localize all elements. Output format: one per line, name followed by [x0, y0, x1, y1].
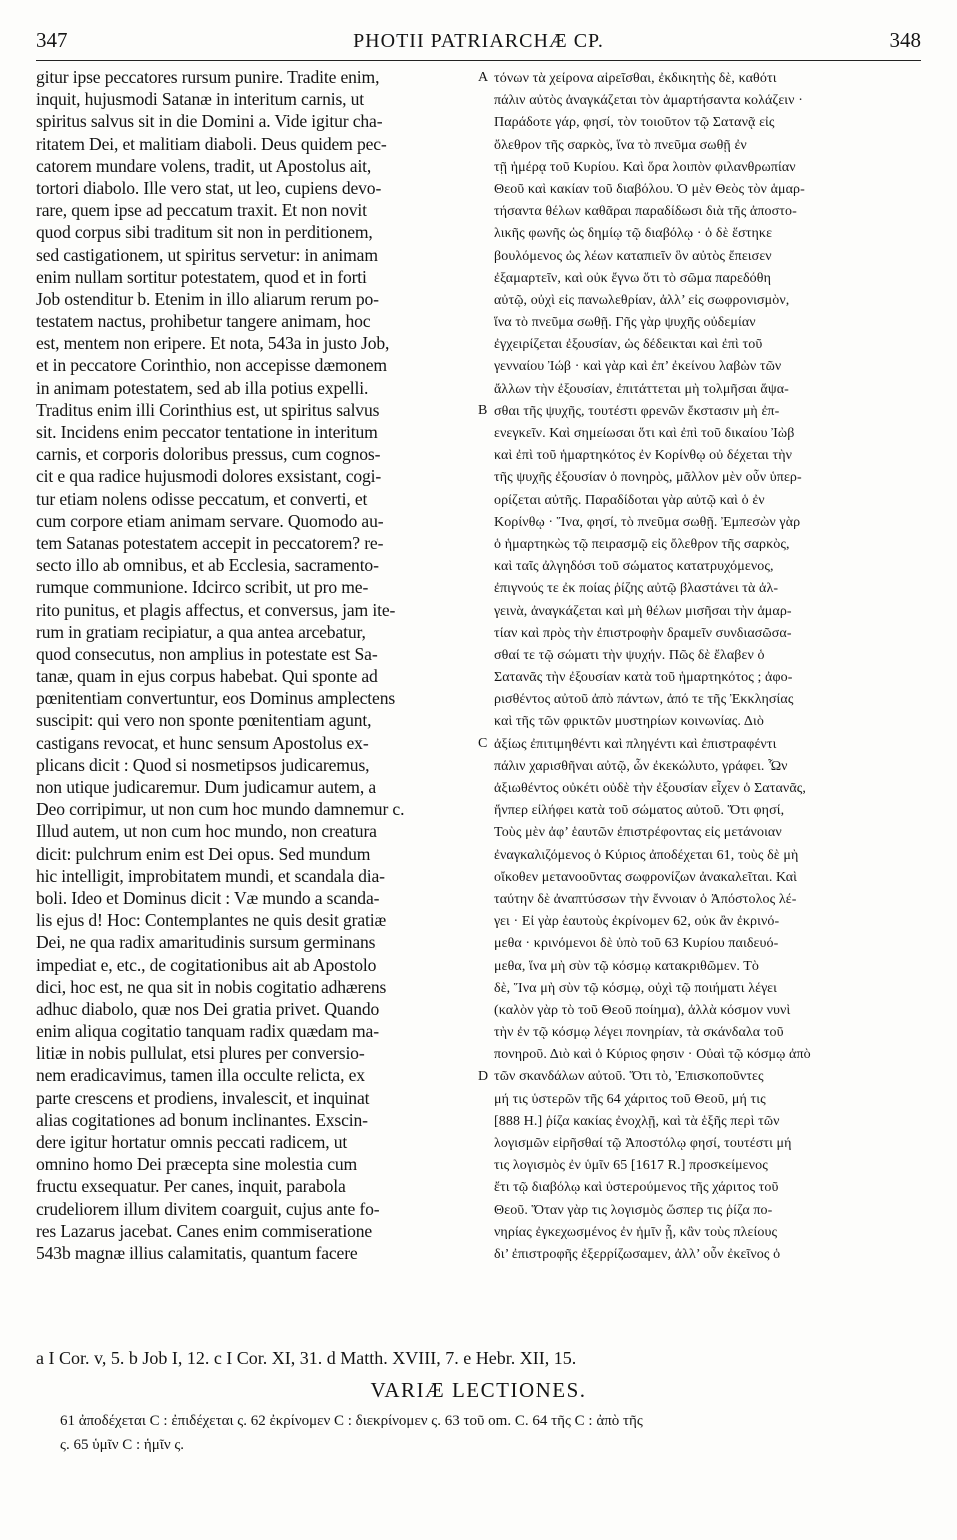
- latin-text-line: crudeliorem illum divitem coarguit, cujus ante fo-: [36, 1198, 380, 1219]
- greek-text-line: ἐπιγνούς τε ἐκ ποίας ῥίζης αὐτῷ βλαστάνει τὰ ἀλ-: [494, 581, 779, 597]
- greek-text-line: Θεοῦ καὶ κακίαν τοῦ διαβόλου. Ὁ μὲν Θεὸς τὸν ἁμαρ-: [494, 181, 805, 197]
- latin-text-line: tanæ, quam in ejus corpus habebat. Qui sponte ad: [36, 666, 378, 687]
- greek-text-line: μεθα · κρινόμενοι δὲ ὑπὸ τοῦ 63 Κυρίου παιδευό-: [494, 936, 779, 952]
- latin-text-line: quod corpus sibi traditum sit non in perditionem,: [36, 222, 373, 243]
- greek-text-line: ἐναγκαλιζόμενος ὁ Κύριος ἀποδέχεται 61, τοὺς δὲ μὴ: [494, 847, 799, 863]
- greek-text-line: τίαν καὶ πρὸς τὴν ἐπιστροφὴν δραμεῖν συνδιασῶσα-: [494, 625, 792, 641]
- latin-text-line: secto illo ab omnibus, et ab Ecclesia, sacramento-: [36, 555, 379, 576]
- latin-text-line: nem eradicavimus, tamen illa occulte relicta, ex: [36, 1065, 365, 1086]
- latin-text-line: omnino homo Dei præcepta sine molestia cum: [36, 1154, 358, 1175]
- latin-text-line: pœnitentiam convertuntur, eos Dominus amplectens: [36, 688, 396, 709]
- greek-text-line: τῆς ψυχῆς ἐξουσίαν ὁ πονηρὸς, μᾶλλον μὲν οὖν ὑπερ-: [494, 470, 802, 486]
- greek-text-line: γεινὰ, ἀναγκάζεται καὶ μὴ θέλων μισῆσαι τὴν ἁμαρ-: [494, 603, 792, 619]
- latin-text-line: cum corpore etiam animam servare. Quomodo au-: [36, 510, 384, 531]
- latin-text-line: Dei, ne qua radix amaritudinis sursum germinans: [36, 932, 376, 953]
- latin-text-line: enim aliqua cogitatio tanquam radix quædam ma-: [36, 1021, 379, 1042]
- greek-text-line: γει · Εἰ γὰρ ἑαυτοὺς ἐκρίνομεν 62, οὐκ ἂν ἐκρινό-: [494, 914, 780, 930]
- greek-text-line: ὄλεθρον τῆς σαρκὸς, ἵνα τὸ πνεῦμα σωθῇ ἐν: [494, 137, 747, 153]
- latin-text-line: suscipit: qui vero non sponte pœnitentiam agunt,: [36, 710, 372, 731]
- greek-text-line: λικῆς φωνῆς ὡς δημίῳ τῷ διαβόλῳ · ὁ δὲ ἕστηκε: [494, 226, 773, 242]
- latin-text-line: dici, hoc est, ne qua sit in nobis cogitatio adhærens: [36, 976, 387, 997]
- latin-text-line: et in peccatore Corinthio, non accepisse dæmonem: [36, 355, 387, 376]
- running-title: PHOTII PATRIARCHÆ CP.: [353, 30, 604, 52]
- greek-text-line: ἥνπερ εἰλήφει κατὰ τοῦ σώματος αὐτοῦ. Ὅτι φησί,: [494, 803, 785, 819]
- latin-text-line: carnis, et corporis doloribus pressus, cum cognos-: [36, 444, 381, 465]
- latin-text-line: cit e qua radice hujusmodi dolores exsistant, cogi-: [36, 466, 382, 487]
- latin-text-line: Deo corripimur, ut non cum hoc mundo damnemur c.: [36, 799, 405, 820]
- latin-column: [36, 66, 482, 1264]
- margin-mark: B: [478, 403, 488, 418]
- variae-lectiones: [60, 1409, 921, 1457]
- footnotes: a I Cor. v, 5. b Job I, 12. c I Cor. XI, 31. d Matth. XVIII, 7. e Hebr. XII, 15.: [36, 1348, 577, 1368]
- greek-text-line: [888 H.] ῥίζα κακίας ἐνοχλῇ, καὶ τὰ ἑξῆς περὶ τῶν: [494, 1113, 780, 1129]
- latin-text-line: litiæ in nobis pullulat, etsi plures per conversio-: [36, 1043, 365, 1064]
- latin-text-line: in animam potestatem, sed ab illa potius expelli.: [36, 377, 369, 398]
- variae-lectiones-title: VARIÆ LECTIONES.: [370, 1378, 587, 1402]
- greek-text-line: τόνων τὰ χείρονα αἱρεῖσθαι, ἐκδικητὴς δὲ, καθότι: [494, 71, 777, 86]
- latin-text-line: sed castigationem, ut spiritus servetur: in animam: [36, 244, 378, 265]
- latin-text-line: lis ejus d! Hoc: Contemplantes ne quis desit gratiæ: [36, 910, 387, 931]
- greek-text-line: καὶ ἐπὶ τοῦ ἡμαρτηκότος ἐν Κορίνθῳ οὐ δέχεται τὴν: [494, 448, 793, 464]
- greek-text-line: τῇ ἡμέρᾳ τοῦ Κυρίου. Καὶ ὅρα λοιπὸν φιλανθρωπίαν: [494, 159, 796, 175]
- latin-text-line: rum in gratiam recipiatur, a qua antea arcebatur,: [36, 621, 366, 642]
- greek-text-line: δι’ ἐπιστροφῆς ἐξερρίζωσαμεν, ἀλλ’ οὖν ἐκεῖνος ὁ: [494, 1246, 781, 1262]
- greek-text-line: πονηροῦ. Διὸ καὶ ὁ Κύριος φησιν · Οὐαὶ τῷ κόσμῳ ἀπὸ: [494, 1047, 811, 1063]
- greek-text-line: αὐτῷ, οὐχὶ εἰς πανωλεθρίαν, ἀλλ’ εἰς σωφρονισμὸν,: [494, 292, 790, 308]
- latin-text-line: non utique judicaremur. Dum judicamur autem, a: [36, 777, 376, 797]
- greek-text-line: δὲ, Ἵνα μὴ σὺν τῷ κόσμῳ, οὐχὶ τῷ ποιήματι λέγει: [494, 980, 778, 996]
- latin-text-line: adhuc diabolo, quæ nos Dei gratia privet. Quando: [36, 998, 380, 1019]
- greek-text-line: ρισθέντος αὐτοῦ ἀπὸ πάντων, ἀπό τε τῆς Ἐκκλησίας: [494, 692, 794, 708]
- latin-text-line: enim nullam sortitur potestatem, quod et in forti: [36, 266, 367, 287]
- greek-text-line: σθαί τε τῷ σώματι τὴν ψυχήν. Πῶς δὲ ἔλαβεν ὁ: [494, 647, 765, 663]
- greek-text-line: ἐγχειρίζεται ἐξουσίαν, ὡς δέδεικται καὶ ἐπὶ τοῦ: [494, 337, 763, 353]
- latin-text-line: quod consecutus, non amplius in potestate est Sa-: [36, 643, 378, 664]
- latin-text-line: res Lazarus jacebat. Canes enim commiseratione: [36, 1220, 373, 1241]
- latin-text-line: Job ostenditur b. Etenim in illo aliarum rerum po-: [36, 288, 379, 309]
- latin-text-line: est, mentem non eripere. Et nota, 543a in justo Job,: [36, 333, 390, 354]
- latin-text-line: ritatem Dei, et malitiam diaboli. Deus quidem pec-: [36, 133, 387, 154]
- greek-text-line: τὴν ἐν τῷ κόσμῳ λέγει πονηρίαν, τὰ σκάνδαλα τοῦ: [494, 1025, 784, 1041]
- latin-text-line: tem Satanas potestatem accepit in peccatorem? re-: [36, 532, 384, 553]
- greek-text-line: οἴκοθεν μετανοοῦντας σωφρονίζων ἀνακαλεῖται. Καὶ: [494, 869, 798, 885]
- greek-text-line: ἄλλων τὴν ἐξουσίαν, ἐπιτάττεται μὴ τολμῆσαι ἅψα-: [494, 381, 789, 397]
- latin-text-line: hic intelligit, improbitatem mundi, et scandala dia-: [36, 865, 385, 886]
- greek-text-line: Παράδοτε γάρ, φησί, τὸν τοιοῦτον τῷ Σατανᾷ εἰς: [494, 115, 775, 131]
- greek-text-line: μή τις ὑστερῶν τῆς 64 χάριτος τοῦ Θεοῦ, μή τις: [494, 1091, 766, 1107]
- greek-text-line: τήσαντα θέλων καθᾶραι παραδίδωσι διὰ τῆς ἀποστο-: [494, 204, 797, 220]
- greek-text-line: (καλὸν γὰρ τὸ τοῦ Θεοῦ ποίημα), ἀλλὰ κόσμον νυνὶ: [494, 1002, 791, 1018]
- latin-text-line: catorem mundare volens, tradit, ut Apostolus ait,: [36, 155, 372, 176]
- greek-text-line: λογισμῶν εἰρῆσθαί τῷ Ἀποστόλῳ φησί, τουτέστι μή: [494, 1136, 792, 1151]
- latin-text-line: tur etiam nolens odisse peccatum, et converti, et: [36, 488, 368, 509]
- latin-text-line: alias cogitationes ad bonum inclinantes. Exscin-: [36, 1109, 368, 1130]
- latin-text-line: castigans revocat, et hunc sensum Apostolus ex-: [36, 732, 369, 753]
- latin-text-line: parte crescens et prodiens, invalescit, et inquinat: [36, 1087, 370, 1108]
- latin-text-line: spiritus salvus sit in die Domini a. Vide igitur cha-: [36, 111, 383, 132]
- greek-text-line: ἐξαμαρτεῖν, καὶ οὐκ ἔγνω ὅτι τὸ σῶμα παρεδόθη: [494, 270, 772, 286]
- running-header: [36, 22, 921, 56]
- margin-mark: A: [478, 70, 489, 85]
- latin-text-line: sit. Incidens enim peccator tentatione in interitum: [36, 422, 378, 442]
- greek-text-line: τις λογισμὸς ἐν ὑμῖν 65 [1617 R.] προσκείμενος: [494, 1158, 768, 1174]
- latin-text-line: inquit, hujusmodi Satanæ in interitum carnis, ut: [36, 89, 365, 110]
- greek-text-line: ὁ ἡμαρτηκὼς τῷ πειρασμῷ εἰς ὄλεθρον τῆς σαρκὸς,: [494, 536, 790, 552]
- margin-mark: C: [478, 736, 488, 751]
- greek-text-line: ἀξιωθέντος οὐκέτι οὐδὲ τὴν ἐξουσίαν εἶχεν ὁ Σατανᾶς,: [494, 781, 807, 796]
- latin-text-line: dere igitur hortatur omnis peccati radicem, ut: [36, 1132, 348, 1152]
- greek-text-line: καὶ ταῖς ἀλγηδόσι τοῦ σώματος κατατρυχόμενος,: [494, 559, 774, 575]
- header-rule: [36, 60, 921, 61]
- latin-text-line: testatem nactus, prohibetur tangere animam, hoc: [36, 311, 371, 332]
- right-page-number: 348: [889, 28, 921, 52]
- greek-text-line: καὶ τῆς τῶν φρικτῶν μυστηρίων κοινωνίας. Διὸ: [494, 714, 764, 730]
- latin-text-line: fructu exsequatur. Per canes, inquit, parabola: [36, 1176, 346, 1197]
- latin-text-line: gitur ipse peccatores rursum punire. Tradite enim,: [36, 67, 380, 87]
- greek-text-line: πάλιν αὐτὸς ἀναγκάζεται τὸν ἁμαρτήσαντα κολάζειν ·: [494, 93, 803, 109]
- variae-line: 61 ἀποδέχεται C : ἐπιδέχεται ς. 62 ἐκρίνομεν C : διεκρίνομεν ς. 63 τοῦ om. C. 64 τῆς C : ἀπὸ τῆς: [60, 1413, 643, 1429]
- latin-text-line: dicit: pulchrum enim est Dei opus. Sed mundum: [36, 843, 371, 864]
- latin-text-line: 543b magnæ illius calamitatis, quantum facere: [36, 1242, 358, 1263]
- greek-text-line: σθαι τῆς ψυχῆς, τουτέστι φρενῶν ἔκστασιν μὴ ἐπ-: [494, 403, 780, 419]
- greek-text-line: Σατανᾶς τὴν ἐξουσίαν κατὰ τοῦ ἡμαρτηκότος ; ἀφο-: [494, 670, 793, 686]
- greek-text-line: γενναίου Ἰώβ · καὶ γὰρ καὶ ἐπ’ ἐκείνου λαβὼν τῶν: [494, 359, 782, 375]
- greek-text-line: ἵνα τὸ πνεῦμα σωθῇ. Γῆς γὰρ ψυχῆς οὐδεμίαν: [494, 315, 756, 331]
- greek-text-line: ἔτι τῷ διαβόλῳ καὶ ὑστερούμενος τῆς χάριτος τοῦ: [494, 1180, 779, 1196]
- greek-text-line: Τοὺς μὲν ἀφ’ ἑαυτῶν ἐπιστρέφοντας εἰς μετάνοιαν: [494, 825, 782, 841]
- latin-text-line: impediat e, etc., de cogitationibus ait ab Apostolo: [36, 954, 377, 975]
- greek-text-line: βουλόμενος ὡς λέων καταπιεῖν ὃν αὐτὸς ἔπεισεν: [494, 248, 772, 264]
- greek-text-line: νηρίας ἐγκεχωσμένος ἐν ἡμῖν ᾖ, κἂν τοὺς πλείους: [494, 1224, 778, 1240]
- greek-text-line: ορίζεται αὐτῆς. Παραδίδοται γὰρ αὐτῷ καὶ ὁ ἐν: [494, 492, 765, 508]
- greek-column: [494, 68, 924, 1266]
- greek-text-line: Θεοῦ. Ὅταν γὰρ τις λογισμὸς ὥσπερ τις ῥίζα πο-: [494, 1202, 773, 1218]
- latin-text-line: boli. Ideo et Dominus dicit : Væ mundo a scanda-: [36, 887, 380, 908]
- greek-text-line: πάλιν χαρισθῆναι αὐτῷ, ὧν ἐκεκώλυτο, γράφει. Ὧν: [494, 758, 788, 774]
- margin-mark: D: [478, 1069, 489, 1084]
- latin-text-line: rito punitus, et plagis affectus, et conversus, jam ite-: [36, 599, 396, 620]
- latin-text-line: rumque communione. Idcirco scribit, ut pro me-: [36, 577, 369, 598]
- greek-text-line: Κορίνθῳ · Ἵνα, φησί, τὸ πνεῦμα σωθῇ. Ἐμπεσὼν γὰρ: [494, 514, 801, 530]
- latin-text-line: plicans dicit : Quod si nosmetipsos judicaremus,: [36, 754, 370, 775]
- greek-text-line: ενεγκεῖν. Καὶ σημείωσαι ὅτι καὶ ἐπὶ τοῦ δικαίου Ἰὼβ: [494, 426, 795, 441]
- latin-text-line: Illud autem, ut non cum hoc mundo, non creatura: [36, 821, 377, 842]
- greek-text-line: τῶν σκανδάλων αὐτοῦ. Ὅτι τὸ, Ἐπισκοποῦντες: [494, 1069, 764, 1085]
- latin-text-line: rare, quem ipse ad peccatum traxit. Et non novit: [36, 200, 367, 221]
- greek-text-line: ἀξίως ἐπιτιμηθέντι καὶ πληγέντι καὶ ἐπιστραφέντι: [494, 736, 777, 752]
- variae-line: ς. 65 ὑμῖν C : ἡμῖν ς.: [60, 1437, 185, 1453]
- left-page-number: 347: [36, 28, 68, 52]
- greek-text-line: ταύτην δὲ ἀναπτύσσων τὴν ἔννοιαν ὁ Ἀπόστολος λέ-: [494, 891, 797, 907]
- latin-text-line: tortori diabolo. Ille vero stat, ut leo, cupiens devo-: [36, 177, 382, 198]
- latin-text-line: Traditus enim illi Corinthius est, ut spiritus salvus: [36, 399, 380, 420]
- greek-text-line: μεθα, ἵνα μὴ σὺν τῷ κόσμῳ κατακριθῶμεν. Τὸ: [494, 958, 760, 974]
